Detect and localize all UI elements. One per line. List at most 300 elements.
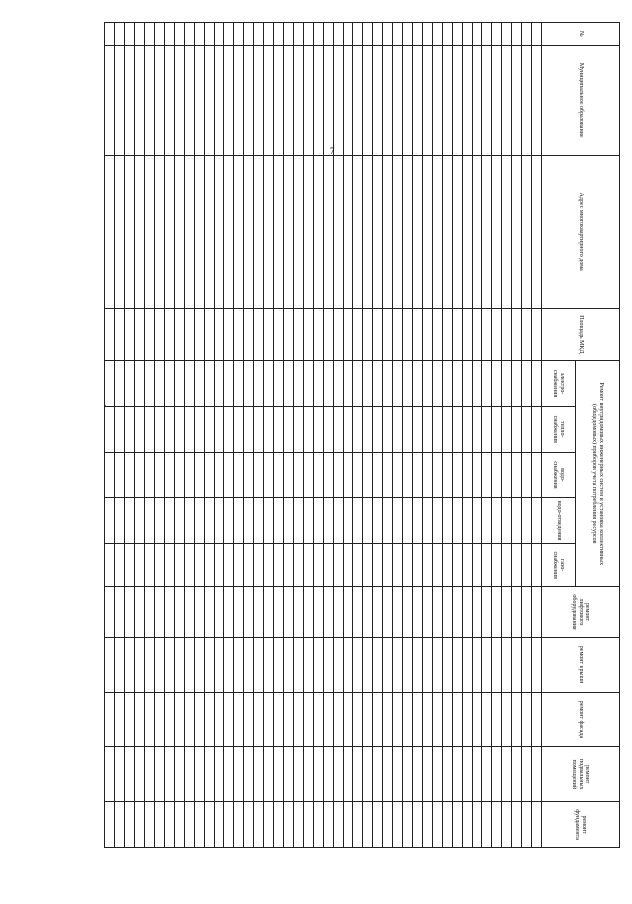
table-cell bbox=[532, 692, 542, 747]
table-cell bbox=[403, 406, 413, 452]
table-cell bbox=[155, 308, 165, 361]
table-cell bbox=[194, 155, 204, 308]
table-cell bbox=[184, 587, 194, 637]
table-cell bbox=[422, 637, 432, 692]
table-row bbox=[303, 23, 313, 848]
table-cell bbox=[512, 692, 522, 747]
table-cell bbox=[145, 23, 155, 46]
table-cell bbox=[393, 406, 403, 452]
table-cell bbox=[164, 45, 174, 155]
table-cell bbox=[462, 802, 472, 848]
table-row bbox=[383, 23, 393, 848]
table-cell bbox=[313, 308, 323, 361]
table-row bbox=[135, 23, 145, 848]
table-cell bbox=[323, 637, 333, 692]
table-cell bbox=[502, 587, 512, 637]
table-cell bbox=[482, 308, 492, 361]
table-cell bbox=[115, 45, 125, 155]
table-cell bbox=[303, 45, 313, 155]
table-cell bbox=[164, 155, 174, 308]
table-cell bbox=[293, 498, 303, 544]
table-cell bbox=[343, 544, 353, 587]
table-body bbox=[105, 23, 542, 848]
table-cell bbox=[274, 452, 284, 498]
table-cell bbox=[303, 692, 313, 747]
table-cell bbox=[274, 802, 284, 848]
table-cell bbox=[224, 692, 234, 747]
table-cell bbox=[184, 498, 194, 544]
rotated-table-container bbox=[104, 22, 620, 848]
table-cell bbox=[373, 747, 383, 802]
table-cell bbox=[214, 361, 224, 407]
table-cell bbox=[303, 406, 313, 452]
table-cell bbox=[393, 308, 403, 361]
table-cell bbox=[472, 637, 482, 692]
table-cell bbox=[145, 308, 155, 361]
table-cell bbox=[432, 361, 442, 407]
table-cell bbox=[234, 308, 244, 361]
table-cell bbox=[204, 802, 214, 848]
table-cell bbox=[135, 637, 145, 692]
table-cell bbox=[264, 637, 274, 692]
table-cell bbox=[303, 308, 313, 361]
table-cell bbox=[224, 802, 234, 848]
table-cell bbox=[482, 747, 492, 802]
table-cell bbox=[105, 544, 115, 587]
table-cell bbox=[293, 452, 303, 498]
table-cell bbox=[502, 155, 512, 308]
table-cell bbox=[234, 406, 244, 452]
table-cell bbox=[343, 498, 353, 544]
table-cell bbox=[284, 692, 294, 747]
table-row bbox=[274, 23, 284, 848]
header-water-disposal: водо-отведения bbox=[542, 498, 576, 544]
table-row bbox=[264, 23, 274, 848]
table-cell bbox=[363, 544, 373, 587]
table-cell bbox=[155, 544, 165, 587]
table-cell bbox=[284, 23, 294, 46]
table-cell bbox=[532, 544, 542, 587]
table-cell bbox=[125, 587, 135, 637]
table-cell bbox=[174, 308, 184, 361]
table-cell bbox=[422, 155, 432, 308]
table-cell bbox=[284, 452, 294, 498]
table-cell bbox=[234, 498, 244, 544]
table-cell bbox=[442, 637, 452, 692]
table-cell bbox=[422, 802, 432, 848]
table-cell bbox=[105, 308, 115, 361]
table-cell bbox=[492, 155, 502, 308]
table-cell bbox=[145, 544, 155, 587]
table-cell bbox=[343, 155, 353, 308]
table-cell bbox=[393, 45, 403, 155]
table-cell bbox=[472, 692, 482, 747]
table-cell bbox=[492, 406, 502, 452]
table-cell bbox=[502, 406, 512, 452]
table-cell bbox=[224, 45, 234, 155]
table-cell bbox=[333, 637, 343, 692]
table-cell bbox=[135, 544, 145, 587]
table-cell bbox=[432, 692, 442, 747]
table-cell bbox=[194, 802, 204, 848]
table-cell bbox=[214, 498, 224, 544]
table-row bbox=[512, 23, 522, 848]
table-cell bbox=[293, 406, 303, 452]
table-cell bbox=[194, 544, 204, 587]
table-cell bbox=[115, 361, 125, 407]
header-foundation: ремонт фундамента bbox=[542, 802, 620, 848]
table-cell bbox=[343, 802, 353, 848]
table-cell bbox=[224, 544, 234, 587]
table-cell bbox=[184, 637, 194, 692]
table-cell bbox=[492, 544, 502, 587]
table-cell bbox=[363, 637, 373, 692]
table-cell bbox=[353, 406, 363, 452]
header-basement: ремонт подвальных помещений bbox=[542, 747, 620, 802]
table-cell bbox=[323, 498, 333, 544]
table-cell bbox=[442, 747, 452, 802]
table-cell bbox=[383, 544, 393, 587]
table-cell bbox=[413, 406, 423, 452]
table-cell bbox=[303, 498, 313, 544]
table-cell bbox=[442, 406, 452, 452]
table-cell bbox=[155, 452, 165, 498]
table-cell bbox=[274, 155, 284, 308]
table-cell bbox=[482, 361, 492, 407]
table-row bbox=[244, 23, 254, 848]
table-cell bbox=[452, 406, 462, 452]
table-cell bbox=[125, 308, 135, 361]
table-cell bbox=[413, 498, 423, 544]
table-cell bbox=[145, 406, 155, 452]
table-cell bbox=[502, 692, 512, 747]
table-cell bbox=[313, 155, 323, 308]
table-cell bbox=[204, 544, 214, 587]
table-cell bbox=[472, 406, 482, 452]
table-cell bbox=[353, 155, 363, 308]
table-cell bbox=[303, 155, 313, 308]
table-cell bbox=[373, 406, 383, 452]
table-row bbox=[532, 23, 542, 848]
table-cell bbox=[164, 544, 174, 587]
table-cell bbox=[373, 155, 383, 308]
table-cell bbox=[403, 802, 413, 848]
table-cell bbox=[293, 802, 303, 848]
table-cell bbox=[462, 498, 472, 544]
table-cell bbox=[442, 587, 452, 637]
table-cell bbox=[115, 802, 125, 848]
table-cell bbox=[482, 155, 492, 308]
table-cell bbox=[413, 747, 423, 802]
table-cell bbox=[115, 155, 125, 308]
table-cell bbox=[393, 587, 403, 637]
table-cell bbox=[313, 45, 323, 155]
table-cell bbox=[214, 544, 224, 587]
table-cell bbox=[532, 45, 542, 155]
header-municipality: Муниципальное образование bbox=[542, 45, 620, 155]
table-cell bbox=[353, 587, 363, 637]
table-cell bbox=[184, 544, 194, 587]
table-cell bbox=[214, 587, 224, 637]
table-cell bbox=[393, 544, 403, 587]
table-cell bbox=[145, 155, 155, 308]
table-cell bbox=[442, 308, 452, 361]
table-cell bbox=[413, 45, 423, 155]
table-cell bbox=[353, 637, 363, 692]
table-cell bbox=[224, 747, 234, 802]
table-cell bbox=[135, 747, 145, 802]
table-cell bbox=[284, 361, 294, 407]
table-cell bbox=[284, 406, 294, 452]
header-water-supply: водо-снабжения bbox=[542, 452, 576, 498]
table-row bbox=[363, 23, 373, 848]
table-cell bbox=[393, 23, 403, 46]
table-cell bbox=[214, 308, 224, 361]
table-cell bbox=[284, 155, 294, 308]
table-cell bbox=[115, 406, 125, 452]
table-cell bbox=[234, 155, 244, 308]
table-cell bbox=[264, 23, 274, 46]
table-row bbox=[422, 23, 432, 848]
table-cell bbox=[522, 692, 532, 747]
table-cell bbox=[472, 155, 482, 308]
table-cell bbox=[452, 498, 462, 544]
table-cell bbox=[125, 802, 135, 848]
table-cell bbox=[174, 45, 184, 155]
table-cell bbox=[462, 452, 472, 498]
table-cell bbox=[214, 802, 224, 848]
table-cell bbox=[532, 498, 542, 544]
table-cell bbox=[214, 452, 224, 498]
header-meters-group: Ремонт внутридомовых инженерных систем и установка коллективных (общедомовых) приборов учета потребления ресурсов bbox=[576, 361, 620, 587]
table-cell bbox=[393, 498, 403, 544]
table-cell bbox=[462, 692, 472, 747]
table-cell bbox=[413, 544, 423, 587]
table-cell bbox=[105, 361, 115, 407]
table-cell bbox=[422, 45, 432, 155]
header-heating: тепло-снабжения bbox=[542, 406, 576, 452]
table-cell bbox=[343, 361, 353, 407]
table-cell bbox=[532, 308, 542, 361]
table-cell bbox=[492, 747, 502, 802]
table-cell bbox=[482, 45, 492, 155]
table-cell bbox=[522, 498, 532, 544]
table-row bbox=[472, 23, 482, 848]
table-cell bbox=[125, 45, 135, 155]
table-cell bbox=[422, 544, 432, 587]
table-cell bbox=[204, 452, 214, 498]
table-cell bbox=[522, 361, 532, 407]
table-cell bbox=[115, 308, 125, 361]
header-roof: ремонт крыши bbox=[542, 637, 620, 692]
table-row bbox=[254, 23, 264, 848]
table-cell bbox=[194, 23, 204, 46]
table-cell bbox=[174, 155, 184, 308]
table-cell bbox=[442, 802, 452, 848]
table-row bbox=[393, 23, 403, 848]
table-cell bbox=[502, 637, 512, 692]
table-cell bbox=[135, 45, 145, 155]
table-cell bbox=[155, 498, 165, 544]
table-cell bbox=[383, 308, 393, 361]
table-cell bbox=[164, 747, 174, 802]
table-row bbox=[373, 23, 383, 848]
table-cell bbox=[373, 361, 383, 407]
table-cell bbox=[472, 747, 482, 802]
table-cell bbox=[244, 747, 254, 802]
table-cell bbox=[125, 452, 135, 498]
table-cell bbox=[502, 23, 512, 46]
table-cell bbox=[115, 498, 125, 544]
table-cell bbox=[204, 637, 214, 692]
table-cell bbox=[234, 544, 244, 587]
table-cell bbox=[303, 361, 313, 407]
table-cell bbox=[145, 45, 155, 155]
table-cell bbox=[452, 452, 462, 498]
table-row bbox=[284, 23, 294, 848]
table-row bbox=[413, 23, 423, 848]
table-cell bbox=[313, 692, 323, 747]
table-cell bbox=[125, 155, 135, 308]
table-cell bbox=[254, 747, 264, 802]
table-cell bbox=[413, 802, 423, 848]
table-cell bbox=[254, 498, 264, 544]
table-cell bbox=[293, 361, 303, 407]
table-cell bbox=[293, 747, 303, 802]
table-cell bbox=[403, 452, 413, 498]
table-cell bbox=[383, 23, 393, 46]
table-cell bbox=[363, 802, 373, 848]
table-row bbox=[313, 23, 323, 848]
table-cell bbox=[274, 23, 284, 46]
table-cell bbox=[472, 802, 482, 848]
table-cell bbox=[363, 23, 373, 46]
table-row bbox=[194, 23, 204, 848]
table-cell bbox=[164, 452, 174, 498]
table-cell bbox=[204, 155, 214, 308]
table-cell bbox=[105, 406, 115, 452]
table-cell bbox=[184, 747, 194, 802]
table-cell bbox=[105, 155, 115, 308]
table-cell bbox=[383, 45, 393, 155]
table-cell bbox=[323, 802, 333, 848]
table-cell bbox=[393, 155, 403, 308]
table-cell bbox=[442, 155, 452, 308]
table-cell bbox=[522, 452, 532, 498]
table-cell bbox=[343, 587, 353, 637]
table-cell bbox=[214, 155, 224, 308]
table-cell bbox=[403, 544, 413, 587]
table-cell bbox=[194, 452, 204, 498]
table-cell bbox=[403, 361, 413, 407]
table-cell bbox=[274, 637, 284, 692]
table-cell bbox=[462, 637, 472, 692]
table-cell bbox=[363, 308, 373, 361]
table-cell bbox=[224, 406, 234, 452]
table-cell bbox=[303, 544, 313, 587]
table-cell bbox=[482, 544, 492, 587]
table-cell bbox=[155, 23, 165, 46]
table-cell bbox=[383, 361, 393, 407]
table-cell bbox=[373, 498, 383, 544]
table-cell bbox=[512, 802, 522, 848]
table-cell bbox=[204, 692, 214, 747]
table-cell bbox=[244, 587, 254, 637]
table-cell bbox=[174, 637, 184, 692]
table-cell bbox=[313, 802, 323, 848]
table-cell bbox=[383, 155, 393, 308]
table-cell bbox=[343, 747, 353, 802]
table-cell bbox=[254, 587, 264, 637]
table-cell bbox=[422, 692, 432, 747]
table-cell bbox=[155, 45, 165, 155]
table-cell bbox=[333, 155, 343, 308]
table-cell bbox=[224, 587, 234, 637]
table-cell bbox=[333, 692, 343, 747]
table-cell bbox=[462, 155, 472, 308]
table-cell bbox=[363, 155, 373, 308]
table-cell bbox=[174, 747, 184, 802]
table-row bbox=[155, 23, 165, 848]
table-cell bbox=[164, 308, 174, 361]
table-row bbox=[333, 23, 343, 848]
table-cell bbox=[313, 544, 323, 587]
table-cell bbox=[303, 637, 313, 692]
table-cell bbox=[522, 637, 532, 692]
table-cell bbox=[293, 544, 303, 587]
table-cell bbox=[452, 155, 462, 308]
table-cell bbox=[512, 587, 522, 637]
page-number: 7 bbox=[330, 146, 335, 156]
table-cell bbox=[353, 308, 363, 361]
table-cell bbox=[323, 747, 333, 802]
table-cell bbox=[284, 308, 294, 361]
table-cell bbox=[413, 692, 423, 747]
table-cell bbox=[174, 23, 184, 46]
table-cell bbox=[413, 587, 423, 637]
table-cell bbox=[452, 361, 462, 407]
table-cell bbox=[234, 23, 244, 46]
table-cell bbox=[264, 544, 274, 587]
table-cell bbox=[184, 361, 194, 407]
table-cell bbox=[264, 587, 274, 637]
table-cell bbox=[274, 544, 284, 587]
table-cell bbox=[432, 45, 442, 155]
table-cell bbox=[135, 406, 145, 452]
scan-mark: . bbox=[104, 398, 107, 408]
table-cell bbox=[492, 692, 502, 747]
table-cell bbox=[303, 747, 313, 802]
table-row bbox=[462, 23, 472, 848]
table-cell bbox=[512, 452, 522, 498]
table-cell bbox=[264, 452, 274, 498]
table-cell bbox=[244, 692, 254, 747]
table-cell bbox=[244, 802, 254, 848]
table-cell bbox=[194, 45, 204, 155]
table-cell bbox=[383, 498, 393, 544]
table-cell bbox=[254, 692, 264, 747]
table-cell bbox=[254, 637, 264, 692]
table-row bbox=[145, 23, 155, 848]
table-cell bbox=[522, 802, 532, 848]
table-cell bbox=[105, 45, 115, 155]
table-cell bbox=[115, 587, 125, 637]
table-cell bbox=[353, 361, 363, 407]
table-cell bbox=[482, 587, 492, 637]
table-cell bbox=[274, 692, 284, 747]
header-elevator: ремонт лифтового оборудования bbox=[542, 587, 620, 637]
table-cell bbox=[383, 802, 393, 848]
